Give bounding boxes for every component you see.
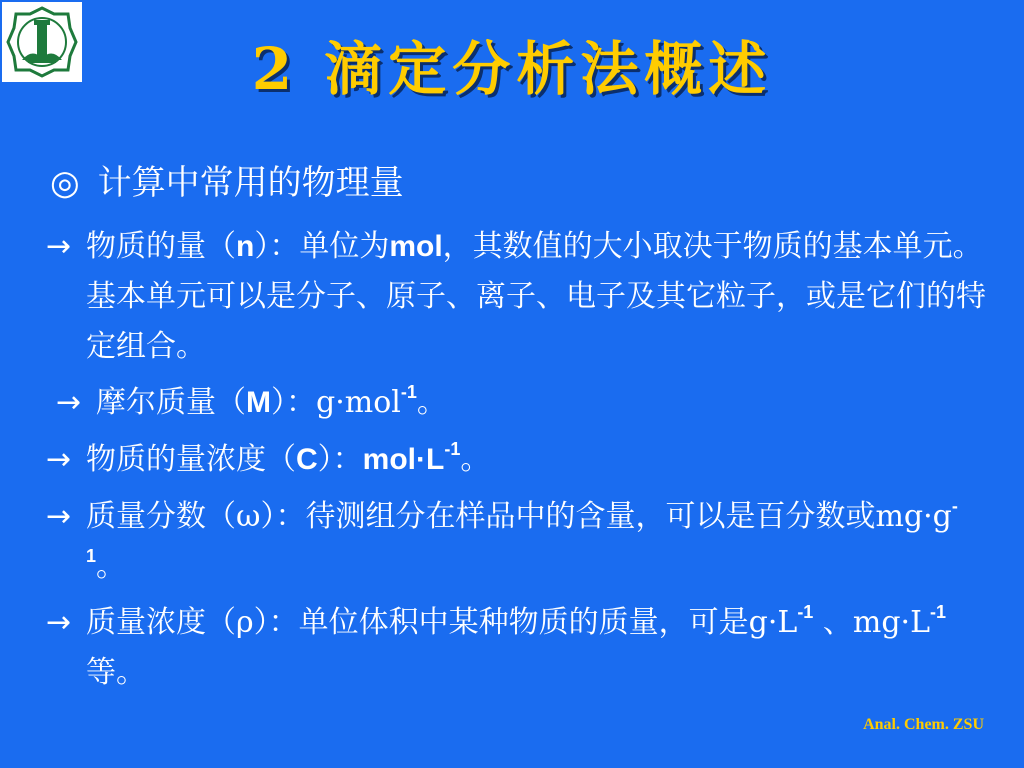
- heading-text: 计算中常用的物理量: [97, 163, 404, 203]
- arrow-right-icon: →: [46, 605, 72, 640]
- footer-credit: Anal. Chem. ZSU: [863, 716, 984, 733]
- arrow-right-icon: →: [46, 442, 72, 477]
- arrow-right-icon: →: [46, 499, 72, 534]
- list-item-molar-mass: [56, 378, 996, 428]
- arrow-right-icon: →: [56, 385, 82, 420]
- section-heading: [50, 155, 404, 204]
- item-text: 物质的量浓度（C）：$mol\cdot L^{-1}$。: [86, 439, 491, 477]
- arrow-right-icon: →: [46, 229, 72, 264]
- item-text: 质量浓度（ρ）：单位体积中某种物质的质量，可是$g\cdot L^{-1}$ 、$mg\cdot L^{-1}$等。: [86, 602, 946, 690]
- item-text: 质量分数（ω）：待测组分在样品中的含量，可以是百分数或$mg\cdot g^{-1}$。: [86, 496, 958, 584]
- list-item-mass-fraction: [46, 492, 986, 592]
- slide-title: 2 滴定分析法概述: [251, 35, 773, 103]
- heading-bullet: ◎: [50, 163, 80, 203]
- list-item-amount-concentration: [46, 435, 986, 485]
- list-item-mass-concentration: [46, 598, 986, 698]
- item-text: 摩尔质量（M）：g·mol$^{-1}$。: [96, 382, 447, 420]
- item-text: 物质的量（n）：单位为mol，其数值的大小取决于物质的基本单元。基本单元可以是分子、原子、离子、电子及其它粒子，或是它们的特定组合。: [86, 229, 986, 364]
- list-item-amount-of-substance: [46, 222, 986, 372]
